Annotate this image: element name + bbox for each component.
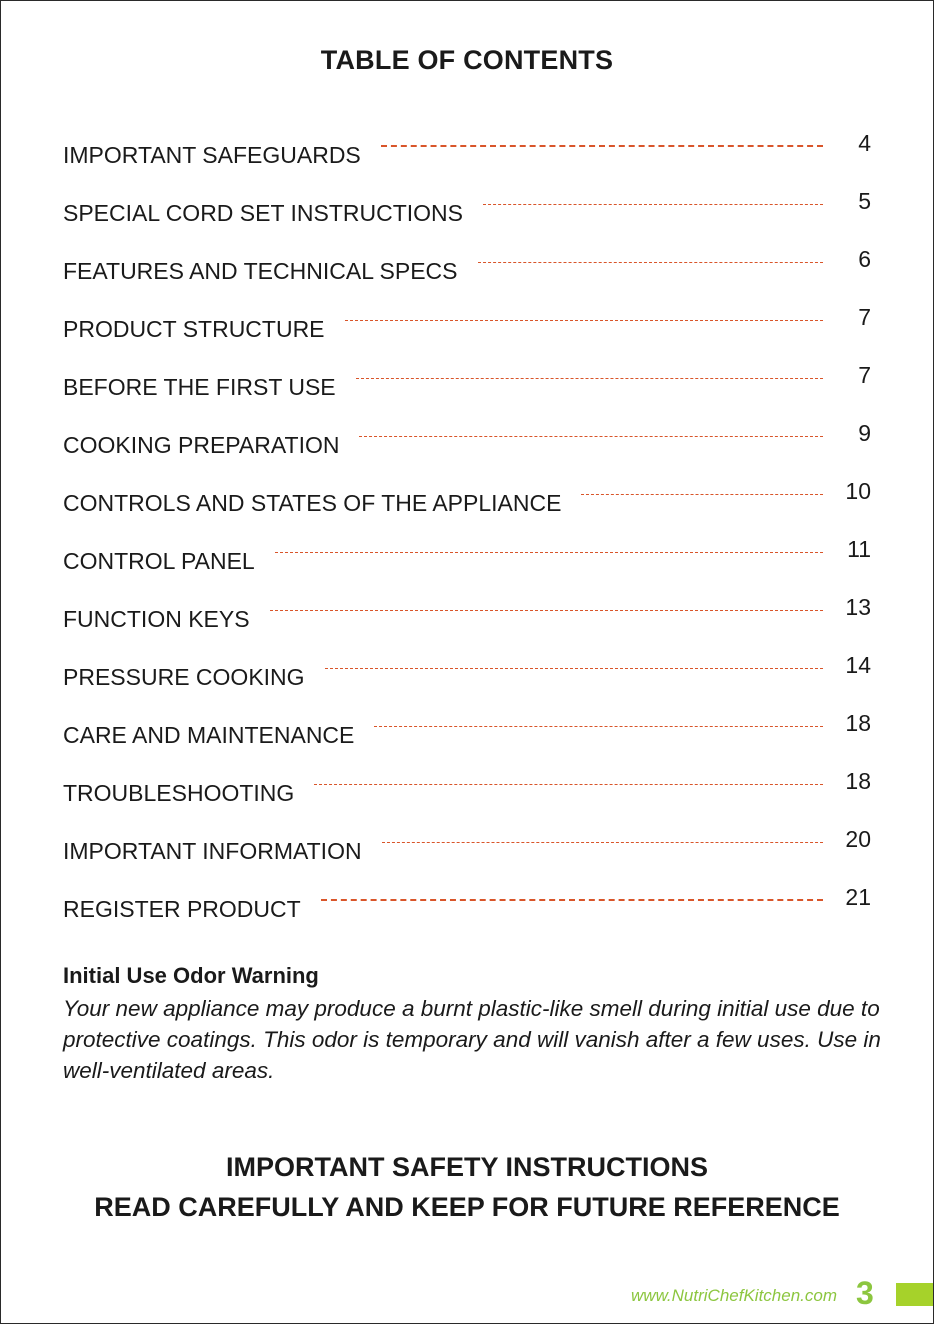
- warning-title: Initial Use Odor Warning: [63, 963, 319, 988]
- toc-label: FEATURES AND TECHNICAL SPECS: [63, 258, 458, 284]
- toc-label: REGISTER PRODUCT: [63, 896, 301, 922]
- toc-leader: [345, 320, 823, 321]
- toc-page-number: 18: [845, 710, 871, 736]
- toc-row[interactable]: [63, 519, 871, 577]
- toc-label: FUNCTION KEYS: [63, 606, 250, 632]
- toc-row[interactable]: [63, 867, 871, 925]
- toc-leader: [359, 436, 823, 437]
- safety-line-2: READ CAREFULLY AND KEEP FOR FUTURE REFERENCE: [94, 1192, 840, 1222]
- toc-page-number: 20: [845, 826, 871, 852]
- toc-leader: [356, 378, 823, 379]
- toc-page-number: 11: [847, 536, 871, 562]
- toc-leader: [275, 552, 823, 553]
- toc-label: CONTROLS AND STATES OF THE APPLIANCE: [63, 490, 562, 516]
- toc-label: BEFORE THE FIRST USE: [63, 374, 336, 400]
- toc-leader: [374, 726, 823, 727]
- toc-page-number: 7: [858, 362, 871, 388]
- toc-row[interactable]: [63, 345, 871, 403]
- toc-row[interactable]: [63, 229, 871, 287]
- toc-page-number: 9: [858, 420, 871, 446]
- toc-leader: [314, 784, 823, 785]
- toc-label: CARE AND MAINTENANCE: [63, 722, 355, 748]
- toc-row[interactable]: [63, 403, 871, 461]
- toc-title: TABLE OF CONTENTS: [320, 45, 614, 75]
- odor-warning: [63, 963, 883, 1086]
- toc-row[interactable]: [63, 635, 871, 693]
- toc-row[interactable]: [63, 693, 871, 751]
- toc-label: TROUBLESHOOTING: [63, 780, 295, 806]
- safety-heading: [1, 1147, 933, 1227]
- toc-page-number: 7: [858, 304, 871, 330]
- toc-row[interactable]: [63, 809, 871, 867]
- toc-page-number: 18: [845, 768, 871, 794]
- page-number: 3: [856, 1275, 874, 1311]
- toc-label: PRODUCT STRUCTURE: [63, 316, 325, 342]
- toc-row[interactable]: [63, 171, 871, 229]
- toc-leader: [270, 610, 823, 611]
- toc-label: CONTROL PANEL: [63, 548, 255, 574]
- toc-row[interactable]: [63, 287, 871, 345]
- toc-page-number: 6: [858, 246, 871, 272]
- toc-row[interactable]: [63, 113, 871, 171]
- toc-leader: [483, 204, 823, 205]
- toc-leader: [381, 145, 823, 147]
- toc-label: SPECIAL CORD SET INSTRUCTIONS: [63, 200, 464, 226]
- toc-list: [63, 113, 871, 925]
- toc-leader: [382, 842, 823, 843]
- toc-label: PRESSURE COOKING: [63, 664, 305, 690]
- toc-leader: [478, 262, 824, 263]
- toc-row[interactable]: [63, 461, 871, 519]
- safety-line-1: IMPORTANT SAFETY INSTRUCTIONS: [225, 1152, 708, 1182]
- toc-leader: [325, 668, 823, 669]
- toc-label: IMPORTANT SAFEGUARDS: [63, 142, 361, 168]
- toc-page-number: 21: [845, 884, 871, 910]
- toc-row[interactable]: [63, 577, 871, 635]
- toc-page-number: 5: [858, 188, 871, 214]
- warning-body: Your new appliance may produce a burnt plastic-like smell during initial use due to protective coatings. This odor is temporary and will vanish after a few uses. Use in well-ventilated areas.: [63, 996, 881, 1083]
- footer-accent-bar: [896, 1283, 933, 1306]
- toc-page-number: 10: [845, 478, 871, 504]
- toc-page-number: 14: [845, 652, 871, 678]
- toc-label: COOKING PREPARATION: [63, 432, 340, 458]
- toc-row[interactable]: [63, 751, 871, 809]
- toc-page-number: 13: [845, 594, 871, 620]
- toc-page-number: 4: [858, 130, 871, 156]
- toc-leader: [581, 494, 823, 495]
- toc-leader: [321, 899, 823, 901]
- footer-website[interactable]: www.NutriChefKitchen.com: [631, 1286, 837, 1305]
- toc-label: IMPORTANT INFORMATION: [63, 838, 362, 864]
